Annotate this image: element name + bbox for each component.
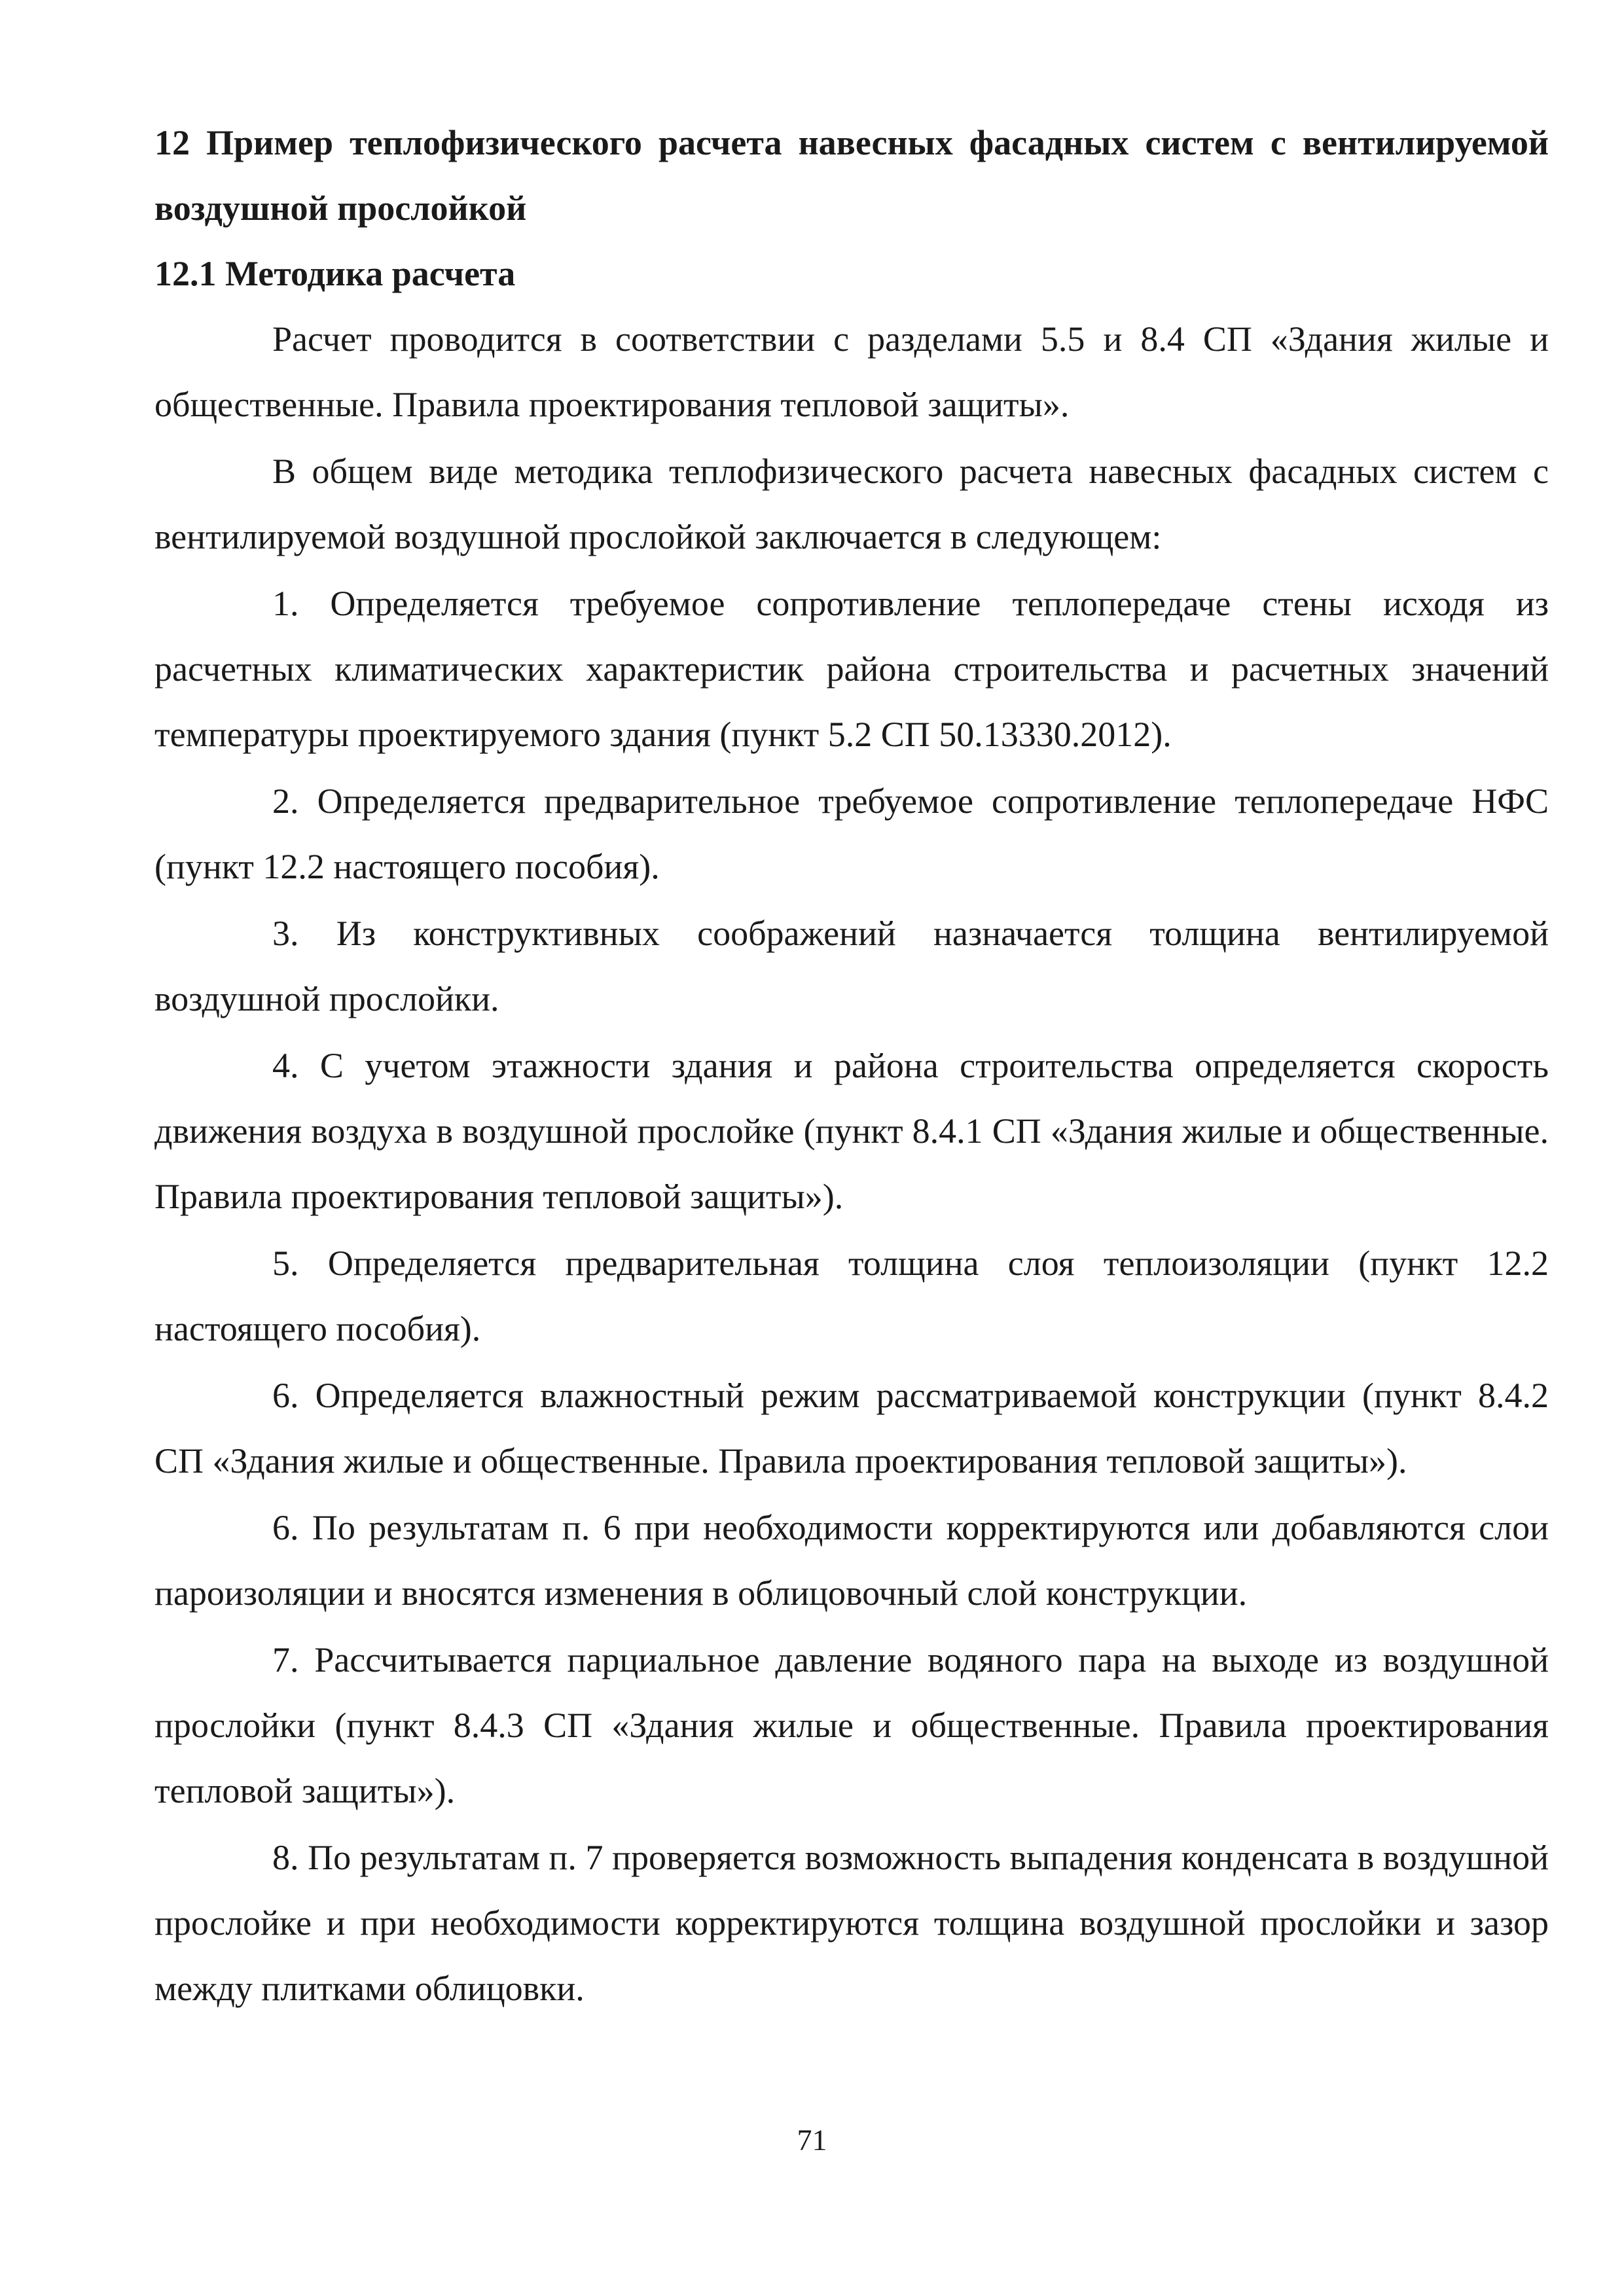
section-title: 12 Пример теплофизического расчета навесных фасадных систем с вентилируемой воздушной прослойкой	[154, 123, 1549, 228]
list-item-1: 1. Определяется требуемое сопротивление теплопередаче стены исходя из расчетных климатических характеристик района строительства и расчетных значений температуры проектируемого здания (пункт 5.2 СП 50.13330.2012).	[154, 584, 1549, 754]
list-item-5: 5. Определяется предварительная толщина слоя теплоизоляции (пункт 12.2 настоящего пособия).	[154, 1244, 1549, 1348]
list-item-6b: 6. По результатам п. 6 при необходимости корректируются или добавляются слои пароизоляции и вносятся изменения в облицовочный слой конструкции.	[154, 1508, 1549, 1613]
subsection-title: 12.1 Методика расчета	[154, 254, 516, 293]
list-item-7: 7. Рассчитывается парциальное давление водяного пара на выходе из воздушной прослойки (пункт 8.4.3 СП «Здания жилые и общественные. Правила проектирования тепловой защиты»).	[154, 1640, 1549, 1810]
list-item-3: 3. Из конструктивных соображений назначается толщина вентилируемой воздушной прослойки.	[154, 914, 1549, 1018]
list-item-8: 8. По результатам п. 7 проверяется возможность выпадения конденсата в воздушной прослойке и при необходимости корректируются толщина воздушной прослойки и зазор между плитками облицовки.	[154, 1838, 1549, 2008]
page-number: 71	[797, 2123, 827, 2157]
document-page	[154, 110, 1549, 2021]
list-item-4: 4. С учетом этажности здания и района строительства определяется скорость движения воздуха в воздушной прослойке (пункт 8.4.1 СП «Здания жилые и общественные. Правила проектирования тепловой защиты»).	[154, 1046, 1549, 1216]
list-item-6a: 6. Определяется влажностный режим рассматриваемой конструкции (пункт 8.4.2 СП «Здания жилые и общественные. Правила проектирования тепловой защиты»).	[154, 1376, 1549, 1480]
paragraph-intro: Расчет проводится в соответствии с разделами 5.5 и 8.4 СП «Здания жилые и общественные. Правила проектирования тепловой защиты».	[154, 319, 1549, 424]
paragraph-method-overview: В общем виде методика теплофизического расчета навесных фасадных систем с вентилируемой воздушной прослойкой заключается в следующем:	[154, 452, 1549, 556]
list-item-2: 2. Определяется предварительное требуемое сопротивление теплопередаче НФС (пункт 12.2 настоящего пособия).	[154, 781, 1549, 886]
